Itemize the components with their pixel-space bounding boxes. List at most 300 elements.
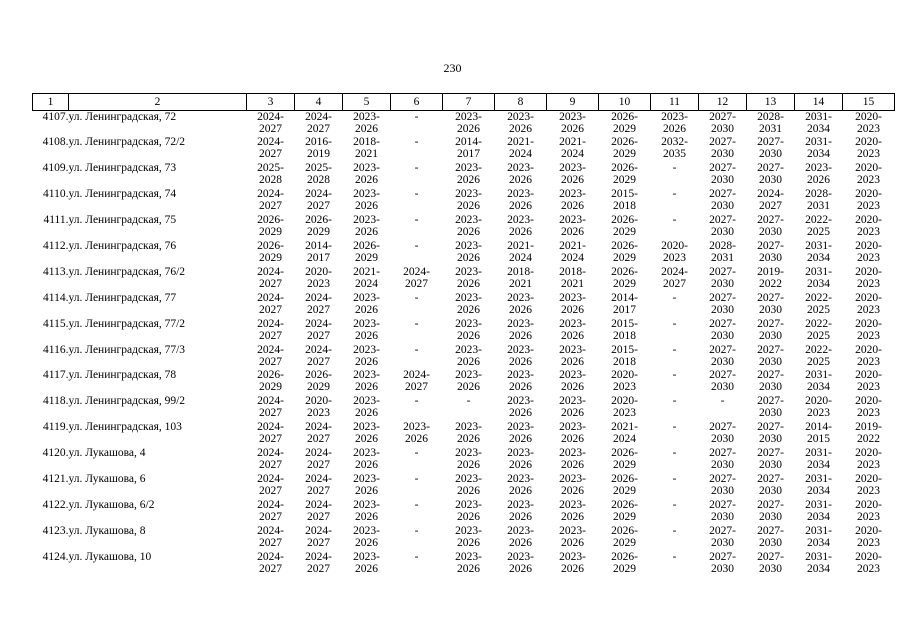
period-cell: - — [414, 343, 419, 356]
period-cell: 2023- 2026 — [507, 472, 534, 497]
period-cell: 2024- 2027 — [403, 265, 430, 290]
period-cell: 2026- 2029 — [611, 239, 638, 264]
period-cell: 2024- 2027 — [305, 188, 332, 213]
period-cell: 2028- 2031 — [709, 239, 736, 264]
period-cell: 2027- 2030 — [757, 291, 784, 316]
period-cell: 2020- 2023 — [855, 369, 882, 394]
period-cell: - — [414, 214, 419, 227]
period-cell: 2022- 2025 — [805, 343, 832, 368]
column-header-6: 6 — [391, 94, 443, 111]
period-cell: 2026- 2029 — [353, 239, 380, 264]
table-row — [33, 292, 895, 318]
period-cell: 2027- 2030 — [757, 421, 784, 446]
period-cell: 2026- 2029 — [305, 369, 332, 394]
period-cell: 2019- 2022 — [855, 421, 882, 446]
period-cell: 2020- 2023 — [855, 498, 882, 523]
period-cell: 2027- 2030 — [709, 498, 736, 523]
period-cell: 2023- 2026 — [805, 162, 832, 187]
period-cell: 2024- 2027 — [305, 291, 332, 316]
row-number: 4124. — [42, 550, 69, 563]
period-cell: 2023- 2026 — [559, 498, 586, 523]
period-cell: 2031- 2034 — [805, 136, 832, 161]
period-cell: - — [672, 188, 677, 201]
period-cell: 2024- 2027 — [305, 447, 332, 472]
period-cell: 2027- 2030 — [757, 472, 784, 497]
period-cell: - — [672, 343, 677, 356]
period-cell: - — [414, 239, 419, 252]
period-cell: 2023- 2026 — [353, 291, 380, 316]
period-cell: 2020- 2023 — [305, 395, 332, 420]
period-cell: 2023- 2026 — [559, 472, 586, 497]
column-header-9: 9 — [547, 94, 599, 111]
period-cell: 2023- 2026 — [353, 369, 380, 394]
table-row — [33, 499, 895, 525]
period-cell: - — [414, 317, 419, 330]
address-cell: ул. Ленинградская, 103 — [68, 421, 182, 434]
period-cell: 2024- 2027 — [757, 188, 784, 213]
period-cell: 2021- 2024 — [507, 136, 534, 161]
period-cell: - — [672, 421, 677, 434]
period-cell: - — [414, 550, 419, 563]
period-cell: 2024- 2027 — [305, 421, 332, 446]
period-cell: 2031- 2034 — [805, 369, 832, 394]
period-cell: 2020- 2023 — [855, 550, 882, 575]
period-cell: 2026- 2029 — [257, 239, 284, 264]
schedule-table — [32, 93, 895, 577]
table-header — [33, 94, 895, 111]
address-cell: ул. Лукашова, 6/2 — [68, 498, 155, 511]
period-cell: 2023- 2026 — [507, 498, 534, 523]
period-cell: 2023- 2026 — [353, 162, 380, 187]
period-cell: 2014- 2017 — [455, 136, 482, 161]
period-cell: 2031- 2034 — [805, 498, 832, 523]
period-cell: 2027- 2030 — [757, 498, 784, 523]
period-cell: 2027- 2030 — [757, 395, 784, 420]
period-cell: 2023- 2026 — [507, 447, 534, 472]
period-cell: 2022- 2025 — [805, 214, 832, 239]
period-cell: 2020- 2023 — [855, 317, 882, 342]
page-number: 230 — [443, 61, 462, 75]
period-cell: 2026- 2029 — [611, 524, 638, 549]
period-cell: 2023- 2026 — [353, 498, 380, 523]
address-cell: ул. Лукашова, 4 — [68, 447, 146, 460]
period-cell: 2023- 2026 — [353, 214, 380, 239]
period-cell: 2020- 2023 — [855, 472, 882, 497]
period-cell: 2023- 2026 — [559, 188, 586, 213]
period-cell: 2023- 2026 — [559, 317, 586, 342]
row-number: 4111. — [43, 214, 69, 227]
period-cell: 2023- 2026 — [507, 162, 534, 187]
row-number: 4110. — [43, 188, 69, 201]
period-cell: 2023- 2026 — [455, 214, 482, 239]
period-cell: 2023- 2026 — [559, 550, 586, 575]
period-cell: 2027- 2030 — [709, 550, 736, 575]
period-cell: 2027- 2030 — [709, 472, 736, 497]
period-cell: - — [414, 447, 419, 460]
row-number: 4114. — [43, 291, 69, 304]
period-cell: 2027- 2030 — [757, 136, 784, 161]
period-cell: 2026- 2029 — [611, 162, 638, 187]
period-cell: 2023- 2026 — [455, 265, 482, 290]
period-cell: 2031- 2034 — [805, 447, 832, 472]
period-cell: 2027- 2030 — [709, 162, 736, 187]
period-cell: 2024- 2027 — [661, 265, 688, 290]
period-cell: 2023- 2026 — [507, 421, 534, 446]
period-cell: 2020- 2023 — [855, 291, 882, 316]
period-cell: 2015- 2018 — [611, 343, 638, 368]
period-cell: 2019- 2022 — [757, 265, 784, 290]
period-cell: - — [720, 395, 725, 408]
period-cell: - — [672, 214, 677, 227]
period-cell: 2015- 2018 — [611, 317, 638, 342]
table-row — [33, 525, 895, 551]
period-cell: 2023- 2026 — [353, 447, 380, 472]
period-cell: - — [414, 291, 419, 304]
column-header-12: 12 — [699, 94, 747, 111]
period-cell: 2024- 2027 — [257, 343, 284, 368]
period-cell: 2022- 2025 — [805, 317, 832, 342]
period-cell: 2020- 2023 — [611, 369, 638, 394]
period-cell: 2027- 2030 — [709, 369, 736, 394]
period-cell: 2025- 2028 — [257, 162, 284, 187]
period-cell: 2020- 2023 — [305, 265, 332, 290]
period-cell: 2027- 2030 — [757, 162, 784, 187]
row-number: 4108. — [42, 136, 69, 149]
period-cell: 2027- 2030 — [757, 550, 784, 575]
period-cell: 2026- 2029 — [257, 214, 284, 239]
period-cell: 2024- 2027 — [257, 472, 284, 497]
period-cell: 2031- 2034 — [805, 265, 832, 290]
period-cell: 2020- 2023 — [855, 214, 882, 239]
period-cell: 2020- 2023 — [661, 239, 688, 264]
period-cell: 2018- 2021 — [353, 136, 380, 161]
period-cell: 2021- 2024 — [559, 136, 586, 161]
period-cell: 2023- 2026 — [559, 369, 586, 394]
period-cell: 2024- 2027 — [257, 447, 284, 472]
period-cell: 2027- 2030 — [709, 317, 736, 342]
period-cell: 2023- 2026 — [455, 369, 482, 394]
row-number: 4120. — [42, 447, 69, 460]
period-cell: 2023- 2026 — [507, 214, 534, 239]
period-cell: 2024- 2027 — [257, 395, 284, 420]
period-cell: 2023- 2026 — [455, 524, 482, 549]
column-header-3: 3 — [247, 94, 295, 111]
column-header-5: 5 — [343, 94, 391, 111]
period-cell: 2024- 2027 — [257, 111, 284, 135]
row-number: 4123. — [42, 524, 69, 537]
period-cell: 2023- 2026 — [559, 395, 586, 420]
period-cell: 2023- 2026 — [455, 447, 482, 472]
period-cell: 2023- 2026 — [559, 111, 586, 135]
column-header-4: 4 — [295, 94, 343, 111]
period-cell: - — [414, 524, 419, 537]
period-cell: 2023- 2026 — [507, 550, 534, 575]
period-cell: 2023- 2026 — [507, 343, 534, 368]
period-cell: 2024- 2027 — [305, 524, 332, 549]
period-cell: 2026- 2029 — [611, 447, 638, 472]
period-cell: - — [414, 395, 419, 408]
period-cell: 2027- 2030 — [709, 421, 736, 446]
table-row — [33, 188, 895, 214]
row-number: 4121. — [42, 472, 69, 485]
period-cell: 2026- 2029 — [257, 369, 284, 394]
period-cell: 2021- 2024 — [353, 265, 380, 290]
period-cell: 2031- 2034 — [805, 550, 832, 575]
address-cell: ул. Лукашова, 8 — [68, 524, 146, 537]
period-cell: 2027- 2030 — [757, 447, 784, 472]
period-cell: 2024- 2027 — [305, 498, 332, 523]
table-row — [33, 421, 895, 447]
period-cell: 2020- 2023 — [855, 343, 882, 368]
period-cell: 2023- 2026 — [507, 369, 534, 394]
period-cell: 2031- 2034 — [805, 472, 832, 497]
period-cell: - — [672, 550, 677, 563]
period-cell: 2023- 2026 — [507, 111, 534, 135]
row-number: 4119. — [43, 421, 69, 434]
address-cell: ул. Ленинградская, 99/2 — [68, 395, 186, 408]
period-cell: 2023- 2026 — [353, 421, 380, 446]
period-cell: 2021- 2024 — [559, 239, 586, 264]
period-cell: - — [672, 447, 677, 460]
period-cell: - — [672, 162, 677, 175]
period-cell: 2023- 2026 — [455, 498, 482, 523]
row-number: 4112. — [43, 239, 69, 252]
address-cell: ул. Ленинградская, 77/2 — [68, 317, 186, 330]
period-cell: 2024- 2027 — [257, 524, 284, 549]
table-body — [33, 111, 895, 577]
header-row — [33, 94, 895, 111]
period-cell: 2022- 2025 — [805, 291, 832, 316]
period-cell: 2024- 2027 — [257, 265, 284, 290]
period-cell: - — [672, 317, 677, 330]
period-cell: 2023- 2026 — [353, 395, 380, 420]
period-cell: 2023- 2026 — [559, 162, 586, 187]
column-header-14: 14 — [795, 94, 843, 111]
period-cell: - — [466, 395, 471, 408]
period-cell: 2020- 2023 — [855, 395, 882, 420]
period-cell: 2026- 2029 — [611, 550, 638, 575]
period-cell: 2020- 2023 — [805, 395, 832, 420]
table-row — [33, 344, 895, 370]
table-row — [33, 111, 895, 137]
period-cell: 2023- 2026 — [455, 550, 482, 575]
period-cell: 2024- 2027 — [403, 369, 430, 394]
period-cell: 2023- 2026 — [507, 188, 534, 213]
period-cell: 2020- 2023 — [855, 524, 882, 549]
column-header-2: 2 — [69, 94, 247, 111]
address-cell: ул. Лукашова, 6 — [68, 472, 146, 485]
period-cell: 2024- 2027 — [257, 498, 284, 523]
address-cell: ул. Ленинградская, 72/2 — [68, 136, 186, 149]
period-cell: 2027- 2030 — [709, 447, 736, 472]
period-cell: 2027- 2030 — [757, 239, 784, 264]
period-cell: - — [672, 524, 677, 537]
period-cell: 2024- 2027 — [257, 188, 284, 213]
period-cell: - — [672, 498, 677, 511]
period-cell: 2015- 2018 — [611, 188, 638, 213]
table-row — [33, 395, 895, 421]
period-cell: 2023- 2026 — [507, 291, 534, 316]
period-cell: 2018- 2021 — [507, 265, 534, 290]
row-number: 4122. — [42, 498, 69, 511]
period-cell: 2023- 2026 — [353, 472, 380, 497]
table-row — [33, 266, 895, 292]
table-row — [33, 369, 895, 395]
period-cell: 2031- 2034 — [805, 111, 832, 135]
period-cell: 2020- 2023 — [855, 162, 882, 187]
period-cell: 2021- 2024 — [611, 421, 638, 446]
row-number: 4118. — [43, 395, 69, 408]
period-cell: - — [414, 111, 419, 123]
period-cell: - — [672, 369, 677, 382]
period-cell: 2027- 2030 — [709, 524, 736, 549]
period-cell: 2020- 2023 — [855, 447, 882, 472]
address-cell: ул. Ленинградская, 76/2 — [68, 265, 186, 278]
period-cell: - — [414, 498, 419, 511]
address-cell: ул. Ленинградская, 78 — [68, 369, 177, 382]
address-cell: ул. Ленинградская, 74 — [68, 188, 177, 201]
period-cell: 2023- 2026 — [507, 524, 534, 549]
period-cell: 2020- 2023 — [855, 239, 882, 264]
column-header-13: 13 — [747, 94, 795, 111]
period-cell: 2027- 2030 — [757, 524, 784, 549]
address-cell: ул. Ленинградская, 72 — [68, 111, 177, 123]
period-cell: 2024- 2027 — [305, 111, 332, 135]
period-cell: - — [672, 395, 677, 408]
period-cell: 2031- 2034 — [805, 239, 832, 264]
period-cell: 2027- 2030 — [757, 214, 784, 239]
table-row — [33, 318, 895, 344]
period-cell: 2023- 2026 — [455, 317, 482, 342]
period-cell: 2027- 2030 — [709, 214, 736, 239]
table-row — [33, 136, 895, 162]
column-header-11: 11 — [651, 94, 699, 111]
period-cell: 2023- 2026 — [559, 421, 586, 446]
period-cell: 2021- 2024 — [507, 239, 534, 264]
period-cell: 2027- 2030 — [709, 188, 736, 213]
table-row — [33, 240, 895, 266]
period-cell: - — [414, 136, 419, 149]
period-cell: - — [672, 291, 677, 304]
table-row — [33, 551, 895, 577]
period-cell: 2023- 2026 — [455, 111, 482, 135]
period-cell: 2026- 2029 — [611, 498, 638, 523]
period-cell: 2023- 2026 — [559, 447, 586, 472]
period-cell: 2023- 2026 — [353, 550, 380, 575]
period-cell: 2023- 2026 — [559, 291, 586, 316]
period-cell: 2016- 2019 — [305, 136, 332, 161]
column-header-15: 15 — [843, 94, 895, 111]
table-row — [33, 162, 895, 188]
period-cell: 2024- 2027 — [257, 550, 284, 575]
period-cell: 2023- 2026 — [353, 524, 380, 549]
period-cell: 2027- 2030 — [757, 317, 784, 342]
period-cell: 2024- 2027 — [305, 343, 332, 368]
period-cell: - — [672, 472, 677, 485]
period-cell: 2023- 2026 — [353, 343, 380, 368]
period-cell: 2027- 2030 — [709, 111, 736, 135]
period-cell: 2026- 2029 — [611, 214, 638, 239]
table-row — [33, 214, 895, 240]
period-cell: 2014- 2017 — [611, 291, 638, 316]
period-cell: 2023- 2026 — [455, 239, 482, 264]
period-cell: 2032- 2035 — [661, 136, 688, 161]
address-cell: ул. Ленинградская, 75 — [68, 214, 177, 227]
period-cell: 2023- 2026 — [559, 524, 586, 549]
period-cell: 2023- 2026 — [455, 188, 482, 213]
address-cell: ул. Ленинградская, 73 — [68, 162, 177, 175]
period-cell: 2020- 2023 — [855, 111, 882, 135]
period-cell: 2028- 2031 — [805, 188, 832, 213]
period-cell: 2027- 2030 — [757, 343, 784, 368]
address-cell: ул. Лукашова, 10 — [68, 550, 152, 563]
address-cell: ул. Ленинградская, 77/3 — [68, 343, 186, 356]
address-cell: ул. Ленинградская, 76 — [68, 239, 177, 252]
row-number: 4109. — [42, 162, 69, 175]
row-number: 4113. — [43, 265, 69, 278]
period-cell: - — [414, 472, 419, 485]
period-cell: - — [414, 188, 419, 201]
period-cell: 2024- 2027 — [257, 136, 284, 161]
period-cell: 2020- 2023 — [855, 188, 882, 213]
period-cell: 2024- 2027 — [257, 291, 284, 316]
period-cell: 2018- 2021 — [559, 265, 586, 290]
period-cell: 2023- 2026 — [455, 343, 482, 368]
period-cell: 2023- 2026 — [661, 111, 688, 135]
period-cell: 2027- 2030 — [709, 265, 736, 290]
period-cell: 2023- 2026 — [403, 421, 430, 446]
period-cell: 2023- 2026 — [559, 343, 586, 368]
period-cell: 2027- 2030 — [709, 136, 736, 161]
period-cell: 2023- 2026 — [559, 214, 586, 239]
column-header-1: 1 — [33, 94, 69, 111]
period-cell: 2027- 2030 — [709, 343, 736, 368]
row-number: 4116. — [43, 343, 69, 356]
period-cell: 2023- 2026 — [353, 317, 380, 342]
period-cell: 2023- 2026 — [455, 291, 482, 316]
period-cell: 2024- 2027 — [305, 472, 332, 497]
column-header-10: 10 — [599, 94, 651, 111]
column-header-7: 7 — [443, 94, 495, 111]
period-cell: 2026- 2029 — [305, 214, 332, 239]
period-cell: 2024- 2027 — [257, 421, 284, 446]
period-cell: 2027- 2030 — [757, 369, 784, 394]
period-cell: 2014- 2017 — [305, 239, 332, 264]
period-cell: 2025- 2028 — [305, 162, 332, 187]
period-cell: 2031- 2034 — [805, 524, 832, 549]
period-cell: 2023- 2026 — [507, 395, 534, 420]
period-cell: 2026- 2029 — [611, 472, 638, 497]
period-cell: 2027- 2030 — [709, 291, 736, 316]
period-cell: 2020- 2023 — [855, 265, 882, 290]
column-header-8: 8 — [495, 94, 547, 111]
period-cell: 2023- 2026 — [507, 317, 534, 342]
period-cell: 2020- 2023 — [855, 136, 882, 161]
table-row — [33, 473, 895, 499]
period-cell: 2024- 2027 — [257, 317, 284, 342]
period-cell: 2026- 2029 — [611, 111, 638, 135]
period-cell: 2023- 2026 — [353, 188, 380, 213]
period-cell: 2023- 2026 — [353, 111, 380, 135]
period-cell: 2020- 2023 — [611, 395, 638, 420]
period-cell: 2024- 2027 — [305, 317, 332, 342]
period-cell: 2023- 2026 — [455, 421, 482, 446]
period-cell: 2026- 2029 — [611, 136, 638, 161]
row-number: 4117. — [43, 369, 69, 382]
period-cell: 2023- 2026 — [455, 472, 482, 497]
table-row — [33, 447, 895, 473]
period-cell: 2028- 2031 — [757, 111, 784, 135]
